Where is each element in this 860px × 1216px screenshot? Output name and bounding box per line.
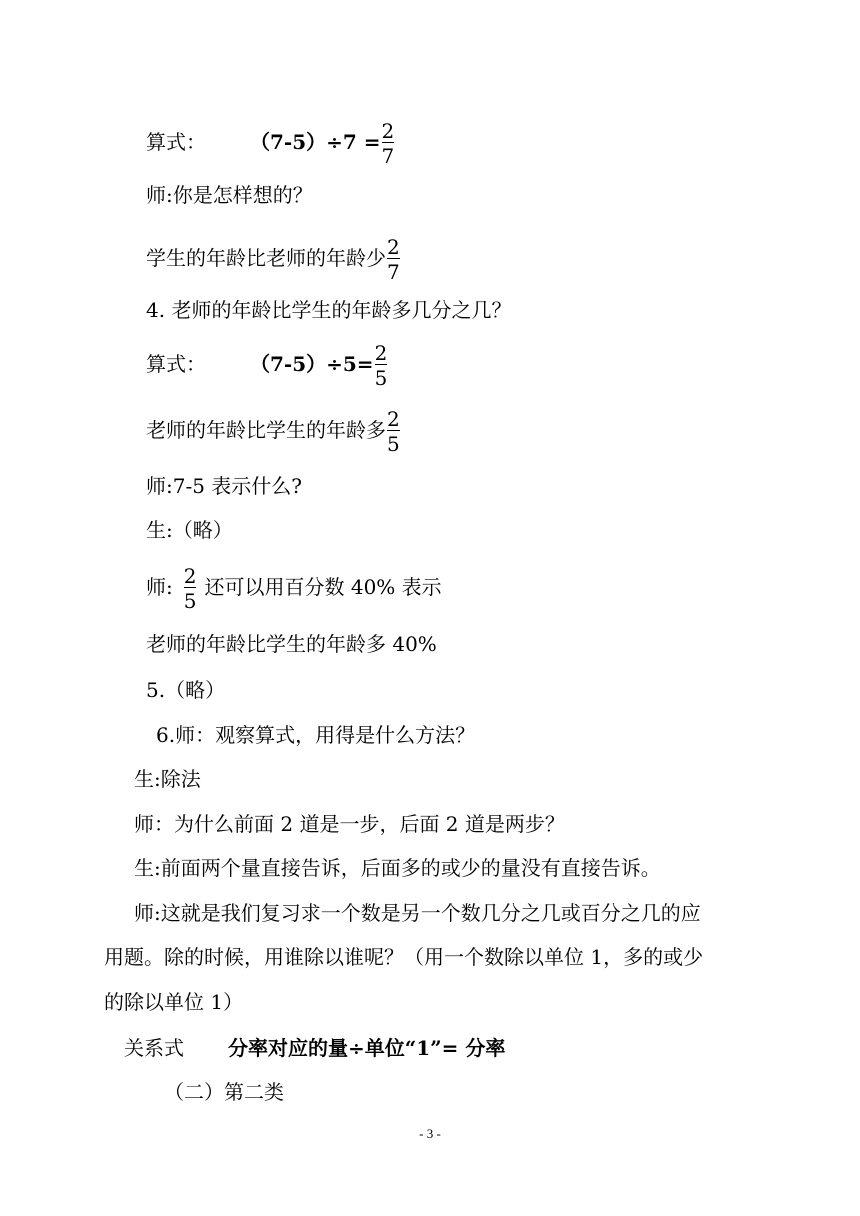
teacher-line: 师：为什么前面 2 道是一步，后面 2 道是两步？ bbox=[134, 812, 565, 836]
fraction: $\frac{2}{5}$ bbox=[387, 407, 400, 456]
answer-line-2: 老师的年龄比学生的年龄多 $\frac{2}{5}$ bbox=[146, 407, 400, 456]
formula-expression: （7-5）÷5= bbox=[250, 352, 374, 376]
item-5: 5.（略） bbox=[146, 678, 226, 702]
teacher-question: 师:你是怎样想的？ bbox=[146, 183, 313, 207]
formula-line-1 bbox=[146, 120, 394, 167]
section-heading: （二）第二类 bbox=[164, 1080, 284, 1104]
fraction: $\frac{2}{5}$ bbox=[183, 564, 197, 613]
formula-label: 算式： bbox=[146, 130, 206, 154]
formula-label: 算式： bbox=[146, 352, 206, 376]
percent-note: 师: $\frac{2}{5}$ 还可以用百分数 40% 表示 bbox=[146, 564, 442, 613]
page-number: - 3 - bbox=[419, 1126, 441, 1141]
student-answer: 生:（略） bbox=[146, 518, 233, 542]
question-4: 4. 老师的年龄比学生的年龄多几分之几？ bbox=[146, 298, 512, 322]
paragraph-line-3: 的除以单位 1） bbox=[104, 990, 244, 1014]
answer-percent: 老师的年龄比学生的年龄多 40% bbox=[146, 632, 437, 656]
student-explanation: 生:前面两个量直接告诉，后面多的或少的量没有直接告诉。 bbox=[134, 856, 661, 880]
item-6: 6.师：观察算式，用得是什么方法？ bbox=[156, 723, 476, 747]
fraction: $\frac{2}{5}$ bbox=[374, 341, 388, 390]
answer-line-1: 学生的年龄比老师的年龄少 $\frac{2}{7}$ bbox=[146, 235, 400, 284]
student-line: 生:除法 bbox=[134, 767, 201, 791]
formula-expression: （7-5）÷7 = bbox=[250, 130, 381, 154]
relation-formula: 关系式 分率对应的量÷单位“1”= 分率 bbox=[124, 1036, 506, 1060]
paragraph-line-2: 用题。除的时候，用谁除以谁呢？（用一个数除以单位 1，多的或少 bbox=[104, 945, 704, 969]
paragraph-line-1: 师:这就是我们复习求一个数是另一个数几分之几或百分之几的应 bbox=[134, 901, 701, 925]
formula-line-2 bbox=[146, 342, 387, 389]
fraction: $\frac{2}{7}$ bbox=[381, 119, 395, 168]
teacher-question-2: 师:7-5 表示什么? bbox=[146, 474, 303, 498]
fraction: $\frac{2}{7}$ bbox=[387, 235, 400, 284]
